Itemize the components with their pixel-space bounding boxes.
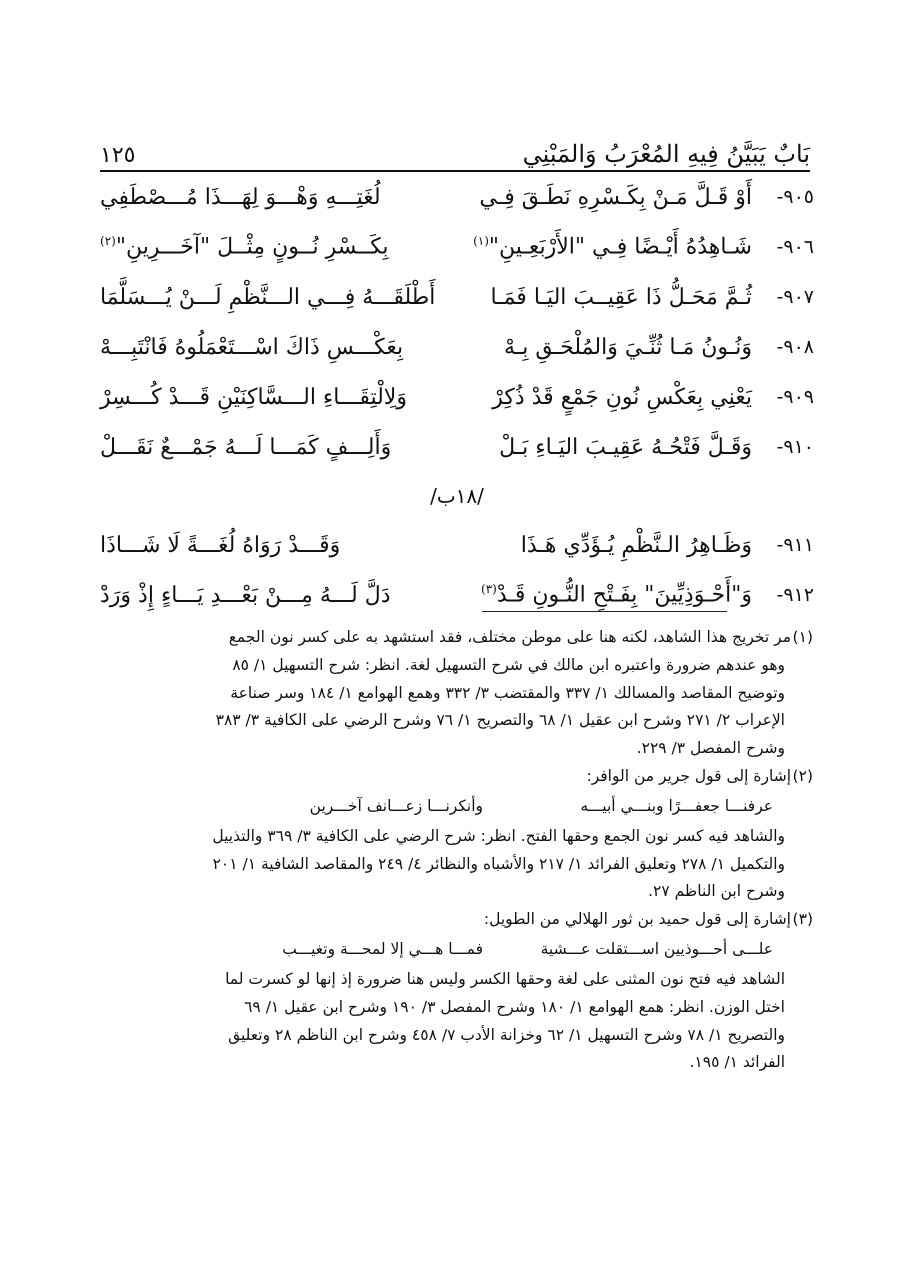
verse-number: ٩١٠- (776, 436, 814, 458)
verse-second-hemistich: لُغَتِـــهِ وَهْـــوَ لِهَـــذَا مُـــصْطَفِي (100, 184, 381, 210)
verse-first-hemistich: أَوْ قَـلَّ مَـنْ بِكَـسْرِهِ نَطَـقَ فِـي (479, 184, 752, 210)
verse-second-hemistich (100, 234, 462, 259)
folio-marker: /١٨ب/ (430, 484, 484, 508)
footnote-1-line (97, 624, 813, 652)
verse-911 (100, 520, 814, 570)
verse-first-hemistich: ثُـمَّ مَحَـلُّ ذَا عَقِيــبَ اليَـا فَمَـا (490, 284, 752, 310)
verse-first-hemistich: يَعْنِي بِعَكْسِ نُونِ جَمْعٍ قَدْ ذُكِرْ (492, 384, 752, 410)
verse-number: ٩٠٦- (776, 236, 814, 258)
verse-second-hemistich: وَأَلِـــفٍ كَمَـــا لَـــهُ جَمْـــعٌ نَقَـــلْ (100, 434, 392, 460)
chapter-title: بَابٌ يَبَيَّنُ فِيهِ المُعْرَبُ وَالمَبْنِي (522, 140, 810, 168)
footnote-ref: (٢) (100, 234, 116, 249)
verse-number: ٩١١- (776, 534, 814, 556)
verse-second-hemistich: وَلِالْتِقَـــاءِ الـــسَّاكِنَيْنِ قَـــدْ كُـــسِرْ (100, 384, 407, 410)
footnote-2-line: والتكميل ١/ ٢٧٨ وتعليق الفرائد ١/ ٢١٧ والأشباه والنظائر ٤/ ٢٤٩ والمقاصد الشافية ١/ ٢٠١ (212, 854, 785, 873)
verse-905 (100, 172, 814, 222)
verse-number: ٩٠٧- (776, 286, 814, 308)
footnote-1-line: وتوضيح المقاصد والمسالك ١/ ٣٣٧ والمقتضب ٣/ ٣٣٢ وهمع الهوامع ١/ ١٨٤ وسر صناعة (230, 683, 785, 702)
footnote-2-poem (97, 791, 813, 823)
verse-second-text: بِكَــسْرِ نُــونٍ مِثْــلَ "آخَـــرِينِ" (115, 234, 389, 260)
footnote-1-line: وشرح المفصل ٣/ ٢٢٩. (636, 739, 785, 758)
poem-second-hemistich: فمـــا هـــي إلا لمحـــة وتغيـــب (282, 940, 483, 959)
footnote-3-line: والتصريح ١/ ٧٨ وشرح التسهيل ١/ ٦٢ وخزانة الأدب ٧/ ٤٥٨ وشرح ابن الناظم ٢٨ وتعليق (228, 1025, 785, 1044)
footnotes (97, 624, 813, 1077)
verse-first-hemistich (462, 582, 752, 607)
poem-second-hemistich: وأنكرنـــا زعـــانف آخـــرين (309, 796, 483, 815)
poem-first-hemistich: علـــى أحـــوذيين اســـتقلت عـــشية (540, 940, 773, 959)
verse-number: ٩٠٥- (776, 186, 814, 208)
footnote-ref: (١) (473, 234, 489, 249)
verse-first-hemistich (462, 234, 752, 259)
footnote-3-line: اختل الوزن. انظر: همع الهوامع ١/ ١٨٠ وشرح المفصل ٣/ ١٩٠ وشرح ابن عقيل ١/ ٦٩ (244, 997, 785, 1016)
verse-second-hemistich: أَطْلَقَـــهُ فِـــي الـــنَّظْمِ لَـــنْ يُـــسَلَّمَا (100, 284, 436, 310)
verse-first-hemistich: وَنُـونُ مَـا ثُنِّـيَ وَالمُلْحَـقِ بِـهْ (504, 334, 752, 360)
verse-910 (100, 422, 814, 472)
running-header (100, 128, 810, 168)
page-number: ١٢٥ (100, 143, 136, 168)
verse-first-text: شَـاهِدُهُ أَيْـضًا فِـي "الأَرْبَعِـينِ" (488, 234, 752, 260)
footnote-3-line: الشاهد فيه فتح نون المثنى على لغة وحقها الكسر وليس هنا ضرورة إذ إنها لو كسرت لما (225, 969, 785, 988)
verse-number: ٩٠٩- (776, 386, 814, 408)
footnote-2-line: والشاهد فيه كسر نون الجمع وحقها الفتح. انظر: شرح الرضي على الكافية ٣/ ٣٦٩ والتذييل (212, 826, 785, 845)
verse-first-hemistich: وَقَـلَّ فَتْحُـهُ عَقِيـبَ اليَـاءِ بَـلْ (499, 434, 752, 460)
verse-909 (100, 372, 814, 422)
verse-908 (100, 322, 814, 372)
footnote-ref: (٣) (481, 582, 497, 597)
footnote-3-poem (97, 934, 813, 966)
footnote-text: إشارة إلى قول حميد بن ثور الهلالي من الطويل: (483, 910, 791, 929)
verse-second-hemistich: وَقَـــدْ رَوَاهُ لُغَـــةً لَا شَـــاذَا (100, 532, 341, 558)
verse-second-hemistich: دَلَّ لَـــهُ مِـــنْ بَعْـــدِ يَـــاءٍ إِذْ وَرَدْ (100, 582, 391, 608)
verse-second-hemistich: بِعَكْـــسِ ذَاكَ اسْـــتَعْمَلُوهُ فَانْتَبِـــهْ (100, 334, 404, 360)
footnote-number: (١) (792, 628, 813, 646)
verse-number: ٩١٢- (776, 584, 814, 606)
footnote-text: إشارة إلى قول جرير من الوافر: (586, 766, 791, 785)
footnote-3-intro (97, 906, 813, 934)
footnote-2-line: وشرح ابن الناظم ٢٧. (648, 882, 785, 901)
verse-first-hemistich: وَظَـاهِرُ الـنَّظْمِ يُـؤَدِّي هَـذَا (520, 532, 752, 558)
footnote-separator (482, 611, 727, 612)
verse-number: ٩٠٨- (776, 336, 814, 358)
footnote-3-line: الفرائد ١/ ١٩٥. (689, 1053, 785, 1072)
verse-912 (100, 570, 814, 620)
poem-first-hemistich: عرفنـــا جعفـــرًا وبنـــي أبيـــه (580, 796, 773, 815)
footnote-1-line: وهو عندهم ضرورة واعتبره ابن مالك في شرح التسهيل لغة. انظر: شرح التسهيل ١/ ٨٥ (232, 655, 785, 674)
verse-907 (100, 272, 814, 322)
footnote-number: (٢) (792, 766, 813, 785)
footnote-text: مر تخريج هذا الشاهد، لكنه هنا على موطن مختلف، فقد استشهد به على كسر نون الجمع (228, 628, 791, 646)
footnote-1-line: الإعراب ٢/ ٢٧١ وشرح ابن عقيل ١/ ٦٨ والتصريح ١/ ٧٦ وشرح الرضي على الكافية ٣/ ٣٨٣ (215, 711, 785, 730)
verse-first-text: وَ"أَحْـوَذِيِّينَ" بِفَـتْحِ النُّـونِ قَـدْ (496, 582, 752, 608)
verse-906 (100, 222, 814, 272)
footnote-2-intro (97, 763, 813, 791)
verse-block (100, 172, 814, 620)
footnote-number: (٣) (792, 910, 813, 929)
